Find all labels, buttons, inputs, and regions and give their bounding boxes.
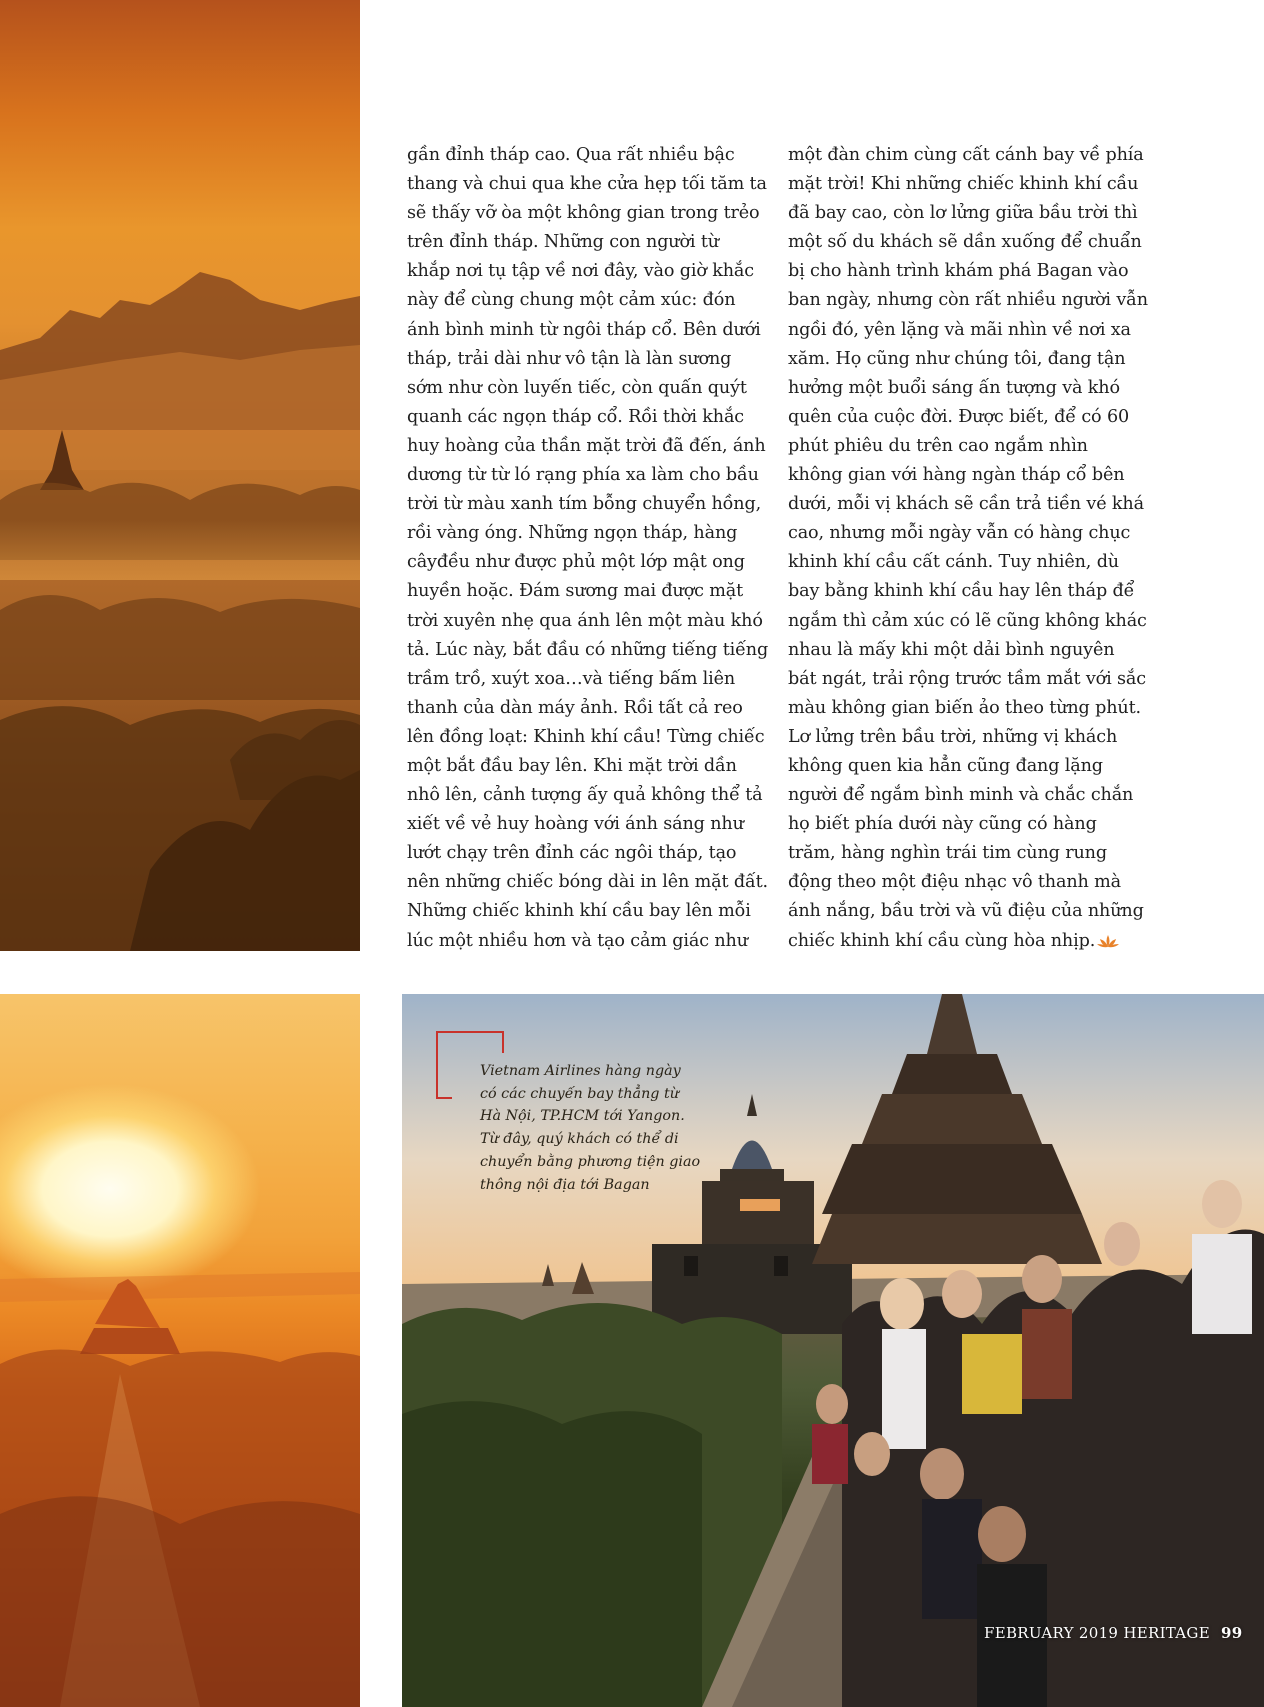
article-line: [788, 752, 1133, 781]
article-line-text: thang và chui qua khe cửa hẹp tối tăm ta: [407, 174, 767, 195]
article-line: [407, 170, 767, 199]
article-line-text: đã bay cao, còn lơ lửng giữa bầu trời thì: [788, 203, 1138, 224]
caption-line: [480, 1128, 710, 1151]
article-column-right: [788, 141, 1148, 956]
article-line-text: Lơ lửng trên bầu trời, những vị khách: [788, 726, 1118, 747]
article-line-text: xiết về vẻ huy hoàng với ánh sáng như: [407, 814, 744, 835]
article-line-text: ngồi đó, yên lặng và mãi nhìn về nơi xa: [788, 319, 1131, 340]
article-line: [407, 519, 752, 548]
article-line-text: một bắt đầu bay lên. Khi mặt trời dần: [407, 755, 737, 776]
article-line-text: tả. Lúc này, bắt đầu có những tiếng tiếng: [407, 639, 769, 660]
article-line-text: huy hoàng của thần mặt trời đã đến, ánh: [407, 435, 766, 456]
article-line-text: không quen kia hẳn cũng đang lặng: [788, 755, 1103, 776]
caption-line-text: có các chuyến bay thẳng từ: [480, 1085, 679, 1102]
article-line: [407, 374, 752, 403]
article-line-text: bị cho hành trình khám phá Bagan vào: [788, 261, 1129, 282]
article-line-text: một đàn chim cùng cất cánh bay về phía: [788, 145, 1144, 165]
article-line: [788, 519, 1133, 548]
article-line-text: trời xuyên nhẹ qua ánh lên một màu khó: [407, 610, 763, 631]
article-line: [407, 490, 762, 519]
article-line-text: quên của cuộc đời. Được biết, để có 60: [788, 406, 1130, 427]
article-line: [407, 345, 752, 374]
article-line: [788, 170, 1139, 199]
article-line-text: dưới, mỗi vị khách sẽ cần trả tiền vé khá: [788, 494, 1144, 515]
article-line: [788, 694, 1141, 723]
article-line-text: không gian với hàng ngàn tháp cổ bên: [788, 465, 1125, 486]
article-line-text: nhô lên, cảnh tượng ấy quả không thể tả: [407, 785, 763, 806]
article-line: [788, 141, 1144, 170]
article-line-text: tháp, trải dài như vô tận là làn sương: [407, 348, 732, 369]
article-line: [407, 868, 768, 897]
photo-golden-sunrise-stupa: [0, 994, 360, 1707]
caption-line-text: Vietnam Airlines hàng ngày: [480, 1063, 681, 1079]
article-line-text: khinh khí cầu cất cánh. Tuy nhiên, dù: [788, 552, 1119, 573]
article-line: [788, 839, 1133, 868]
article-line: [407, 665, 752, 694]
article-line-text: lên đồng loạt: Khinh khí cầu! Từng chiếc: [407, 726, 765, 747]
article-line: [407, 548, 752, 577]
article-line-text: ngắm thì cảm xúc có lẽ cũng không khác: [788, 610, 1147, 631]
caption-line: [480, 1174, 710, 1197]
article-line: [788, 810, 1133, 839]
article-line: [788, 636, 1133, 665]
caption-line-text: thông nội địa tới Bagan: [480, 1176, 650, 1193]
caption-line-text: chuyển bằng phương tiện giao: [480, 1153, 701, 1170]
article-line: [788, 927, 1133, 956]
article-line: [407, 403, 752, 432]
article-line-text: ánh bình minh từ ngôi tháp cổ. Bên dưới: [407, 319, 761, 340]
article-line-text: dương từ từ ló rạng phía xa làm cho bầu: [407, 465, 759, 486]
article-line: [407, 927, 752, 956]
article-line-text: sẽ thấy vỡ òa một không gian trong trẻo: [407, 203, 760, 224]
article-line-text: nên những chiếc bóng dài in lên mặt đất.: [407, 872, 768, 893]
article-line: [788, 286, 1148, 315]
article-line-text: trăm, hàng nghìn trái tim cùng rung: [788, 843, 1107, 864]
article-line-text: sớm như còn luyến tiếc, còn quấn quýt: [407, 377, 747, 398]
article-line-text: thanh của dàn máy ảnh. Rồi tất cả reo: [407, 697, 743, 718]
article-line-text: phút phiêu du trên cao ngắm nhìn: [788, 435, 1088, 456]
article-line: [407, 723, 765, 752]
article-line: [407, 141, 752, 170]
article-line: [788, 432, 1133, 461]
article-line: [407, 810, 752, 839]
article-line: [788, 781, 1133, 810]
article-line: [788, 607, 1147, 636]
article-line-text: một số du khách sẽ dần xuống để chuẩn: [788, 232, 1142, 253]
article-line-text: lúc một nhiều hơn và tạo cảm giác như: [407, 930, 748, 951]
article-line: [407, 199, 760, 228]
article-line: [788, 868, 1133, 897]
article-line: [788, 199, 1138, 228]
article-line-text: lướt chạy trên đỉnh các ngôi tháp, tạo: [407, 843, 737, 864]
article-line: [788, 723, 1133, 752]
article-line: [788, 316, 1133, 345]
article-line: [788, 548, 1133, 577]
caption-line-text: Hà Nội, TP.HCM tới Yangon.: [480, 1108, 685, 1125]
article-line-text: động theo một điệu nhạc vô thanh mà: [788, 872, 1121, 893]
article-line: [788, 490, 1144, 519]
article-line-text: Những chiếc khinh khí cầu bay lên mỗi: [407, 901, 751, 922]
article-line: [788, 897, 1144, 926]
article-line: [788, 577, 1133, 606]
article-line-text: quanh các ngọn tháp cổ. Rồi thời khắc: [407, 406, 745, 427]
caption-line: [480, 1151, 710, 1174]
article-line-text: ban ngày, nhưng còn rất nhiều người vẫn: [788, 290, 1148, 311]
article-line: [788, 257, 1133, 286]
article-line-text: huyền hoặc. Đám sương mai được mặt: [407, 581, 744, 602]
article-line: [407, 577, 752, 606]
article-line-text: khắp nơi tụ tập về nơi đây, vào giờ khắc: [407, 261, 754, 282]
article-line-text: trên đỉnh tháp. Những con người từ: [407, 232, 719, 253]
article-line: [407, 636, 769, 665]
article-line: [788, 374, 1133, 403]
article-line-text: ánh nắng, bầu trời và vũ điệu của những: [788, 901, 1144, 922]
article-line-text: họ biết phía dưới này cũng có hàng: [788, 814, 1097, 835]
article-line-text: người để ngắm bình minh và chắc chắn: [788, 785, 1134, 806]
article-line-text: trời từ màu xanh tím bỗng chuyển hồng,: [407, 494, 762, 515]
article-line-text: xăm. Họ cũng như chúng tôi, đang tận: [788, 348, 1126, 369]
magazine-name: HERITAGE: [1123, 1624, 1210, 1642]
article-line: [407, 839, 752, 868]
article-line: [407, 752, 752, 781]
article-line: [407, 316, 761, 345]
article-column-left: [407, 141, 769, 956]
lotus-end-icon: [1097, 934, 1119, 948]
article-line-text: rồi vàng óng. Những ngọn tháp, hàng: [407, 523, 738, 544]
article-line: [407, 781, 763, 810]
article-line: [407, 897, 752, 926]
article-line: [407, 228, 752, 257]
article-line: [407, 257, 752, 286]
article-line-text: màu không gian biến ảo theo từng phút.: [788, 697, 1141, 718]
article-line-text: trầm trồ, xuýt xoa…và tiếng bấm liên: [407, 668, 736, 689]
article-line: [788, 403, 1133, 432]
issue-date: FEBRUARY 2019: [984, 1624, 1119, 1642]
caption-line: [480, 1105, 710, 1128]
article-line-text: chiếc khinh khí cầu cùng hòa nhịp.: [788, 930, 1096, 951]
article-line: [407, 607, 763, 636]
article-line-text: mặt trời! Khi những chiếc khinh khí cầu: [788, 174, 1139, 195]
caption-line-text: Từ đây, quý khách có thể di: [480, 1131, 679, 1148]
article-line: [788, 665, 1146, 694]
article-line: [788, 345, 1133, 374]
page-footer: [984, 1624, 1243, 1642]
page-number: 99: [1221, 1624, 1243, 1642]
article-line-text: cao, nhưng mỗi ngày vẫn có hàng chục: [788, 523, 1131, 544]
photo-caption: [480, 1060, 710, 1196]
article-line-text: nhau là mấy khi một dải bình nguyên: [788, 639, 1115, 660]
caption-line: [480, 1083, 710, 1106]
article-line-text: này để cùng chung một cảm xúc: đón: [407, 290, 736, 311]
article-line-text: bay bằng khinh khí cầu hay lên tháp để: [788, 581, 1135, 602]
article-line: [407, 286, 752, 315]
article-line: [407, 432, 766, 461]
article-line-text: gần đỉnh tháp cao. Qua rất nhiều bậc: [407, 145, 735, 165]
caption-line: [480, 1060, 710, 1083]
article-line: [407, 694, 752, 723]
article-line: [788, 461, 1133, 490]
article-line-text: câyđều như được phủ một lớp mật ong: [407, 552, 745, 573]
article-line-text: bát ngát, trải rộng trước tầm mắt với sắc: [788, 668, 1146, 689]
photo-misty-sunrise-temples: [0, 0, 360, 951]
article-line: [788, 228, 1142, 257]
article-line-text: hưởng một buổi sáng ấn tượng và khó: [788, 377, 1120, 398]
article-line: [407, 461, 759, 490]
